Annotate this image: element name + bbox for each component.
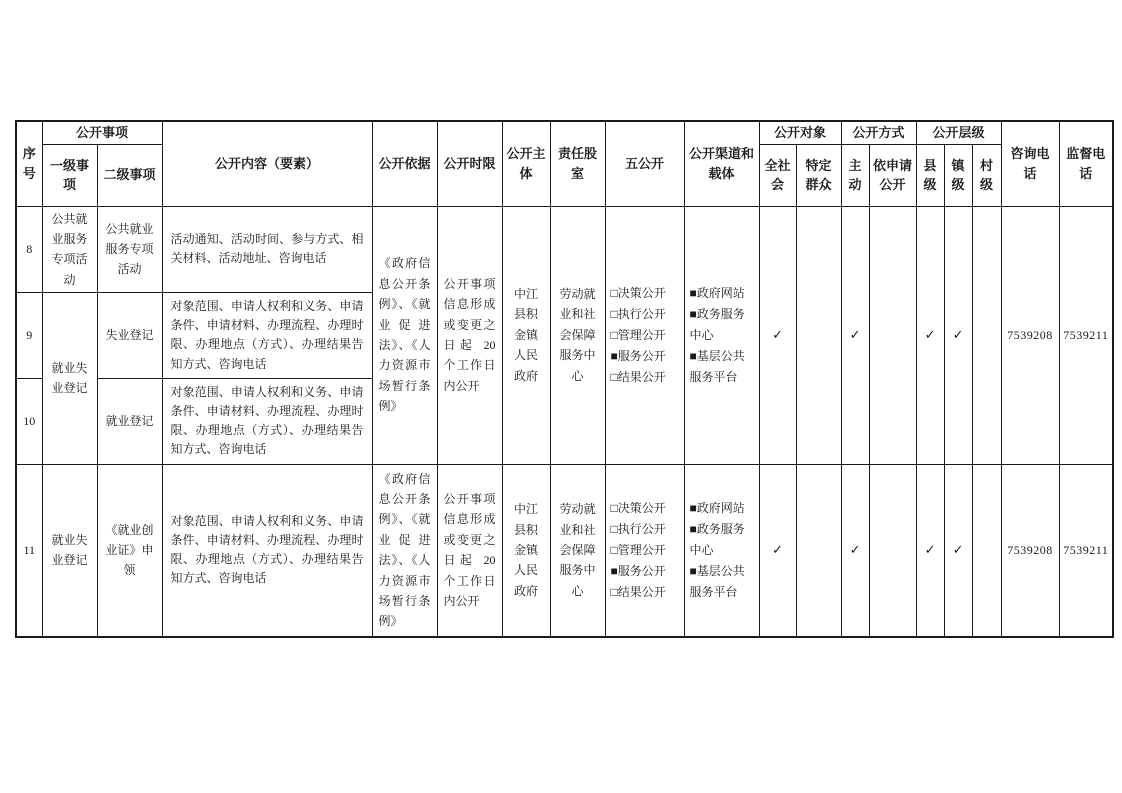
five-disclosure-option: □决策公开 xyxy=(610,500,666,515)
cell-basis-block2: 《政府信息公开条例》、《就业促进法》、《人力资源市场暂行条例》 xyxy=(372,464,437,637)
header-basis: 公开依据 xyxy=(372,121,437,206)
table-row xyxy=(16,464,1113,637)
header-content: 公开内容（要素） xyxy=(162,121,372,206)
cell-level2-11: 《就业创业证》申领 xyxy=(97,464,162,637)
cell-serial-9: 9 xyxy=(16,293,42,379)
channel-option: ■政府网站 xyxy=(689,285,745,300)
cell-subject-block1: 中江县积金镇人民政府 xyxy=(502,206,550,464)
cell-basis-block1: 《政府信息公开条例》、《就业促进法》、《人力资源市场暂行条例》 xyxy=(372,206,437,464)
five-disclosure-option: □执行公开 xyxy=(610,306,666,321)
disclosure-table xyxy=(15,120,1114,638)
cell-whole-society-block2: ✓ xyxy=(759,464,796,637)
cell-village-block2 xyxy=(972,464,1001,637)
cell-office-block2: 劳动就业和社会保障服务中心 xyxy=(550,464,605,637)
cell-content-8: 活动通知、活动时间、参与方式、相关材料、活动地址、咨询电话 xyxy=(162,206,372,293)
cell-level1-8: 公共就业服务专项活动 xyxy=(42,206,97,293)
cell-content-10: 对象范围、申请人权利和义务、申请条件、申请材料、办理流程、办理时限、办理地点（方式）、办理结果告知方式、咨询电话 xyxy=(162,378,372,464)
cell-town-block1: ✓ xyxy=(944,206,972,464)
cell-active-block1: ✓ xyxy=(841,206,869,464)
five-disclosure-option: □决策公开 xyxy=(610,285,666,300)
cell-level2-9: 失业登记 xyxy=(97,293,162,379)
header-town-level: 镇级 xyxy=(944,144,972,206)
header-upon-request: 依申请公开 xyxy=(869,144,916,206)
cell-town-block2: ✓ xyxy=(944,464,972,637)
cell-level1-9-10: 就业失业登记 xyxy=(42,293,97,465)
cell-content-11: 对象范围、申请人权利和义务、申请条件、申请材料、办理流程、办理时限、办理地点（方式）、办理结果告知方式、咨询电话 xyxy=(162,464,372,637)
header-five-disclosures: 五公开 xyxy=(605,121,684,206)
cell-channels-block1 xyxy=(684,206,759,464)
cell-content-9: 对象范围、申请人权利和义务、申请条件、申请材料、办理流程、办理时限、办理地点（方式）、办理结果告知方式、咨询电话 xyxy=(162,293,372,379)
header-serial: 序号 xyxy=(16,121,42,206)
header-channels: 公开渠道和载体 xyxy=(684,121,759,206)
cell-serial-8: 8 xyxy=(16,206,42,293)
cell-channels-block2 xyxy=(684,464,759,637)
five-disclosure-option: □管理公开 xyxy=(610,542,666,557)
channel-option: ■政务服务中心 xyxy=(689,306,745,342)
channel-option: ■政务服务中心 xyxy=(689,521,745,557)
cell-subject-block2: 中江县积金镇人民政府 xyxy=(502,464,550,637)
header-whole-society: 全社会 xyxy=(759,144,796,206)
cell-consult-phone-block1: 7539208 xyxy=(1001,206,1059,464)
header-village-level: 村级 xyxy=(972,144,1001,206)
header-active: 主动 xyxy=(841,144,869,206)
header-subject: 公开主体 xyxy=(502,121,550,206)
five-disclosure-option: ■服务公开 xyxy=(610,348,666,363)
header-targets-group: 公开对象 xyxy=(759,121,841,144)
header-methods-group: 公开方式 xyxy=(841,121,916,144)
cell-village-block1 xyxy=(972,206,1001,464)
cell-office-block1: 劳动就业和社会保障服务中心 xyxy=(550,206,605,464)
cell-upon-request-block2 xyxy=(869,464,916,637)
cell-upon-request-block1 xyxy=(869,206,916,464)
channel-option: ■基层公共服务平台 xyxy=(689,348,745,384)
cell-time-limit-block1: 公开事项信息形成或变更之日起 20 个工作日内公开 xyxy=(437,206,502,464)
channel-option: ■基层公共服务平台 xyxy=(689,563,745,599)
cell-serial-10: 10 xyxy=(16,378,42,464)
channel-option: ■政府网站 xyxy=(689,500,745,515)
header-levels-group: 公开层级 xyxy=(916,121,1001,144)
header-supervise-phone: 监督电话 xyxy=(1059,121,1113,206)
cell-specific-groups-block1 xyxy=(796,206,841,464)
header-items-group: 公开事项 xyxy=(42,121,162,144)
header-level2-item: 二级事项 xyxy=(97,144,162,206)
five-disclosure-option: ■服务公开 xyxy=(610,563,666,578)
cell-level2-8: 公共就业服务专项活动 xyxy=(97,206,162,293)
header-county-level: 县级 xyxy=(916,144,944,206)
header-level1-item: 一级事项 xyxy=(42,144,97,206)
cell-county-block1: ✓ xyxy=(916,206,944,464)
cell-five-disclosures-block2 xyxy=(605,464,684,637)
cell-county-block2: ✓ xyxy=(916,464,944,637)
cell-time-limit-block2: 公开事项信息形成或变更之日起 20 个工作日内公开 xyxy=(437,464,502,637)
cell-active-block2: ✓ xyxy=(841,464,869,637)
header-office: 责任股室 xyxy=(550,121,605,206)
header-time-limit: 公开时限 xyxy=(437,121,502,206)
cell-level1-11: 就业失业登记 xyxy=(42,464,97,637)
cell-supervise-phone-block1: 7539211 xyxy=(1059,206,1113,464)
cell-specific-groups-block2 xyxy=(796,464,841,637)
five-disclosure-option: □结果公开 xyxy=(610,584,666,599)
table-row xyxy=(16,206,1113,293)
cell-consult-phone-block2: 7539208 xyxy=(1001,464,1059,637)
cell-level2-10: 就业登记 xyxy=(97,378,162,464)
cell-whole-society-block1: ✓ xyxy=(759,206,796,464)
five-disclosure-option: □结果公开 xyxy=(610,369,666,384)
five-disclosure-option: □管理公开 xyxy=(610,327,666,342)
cell-serial-11: 11 xyxy=(16,464,42,637)
five-disclosure-option: □执行公开 xyxy=(610,521,666,536)
header-specific-groups: 特定群众 xyxy=(796,144,841,206)
cell-supervise-phone-block2: 7539211 xyxy=(1059,464,1113,637)
cell-five-disclosures-block1 xyxy=(605,206,684,464)
header-consult-phone: 咨询电话 xyxy=(1001,121,1059,206)
